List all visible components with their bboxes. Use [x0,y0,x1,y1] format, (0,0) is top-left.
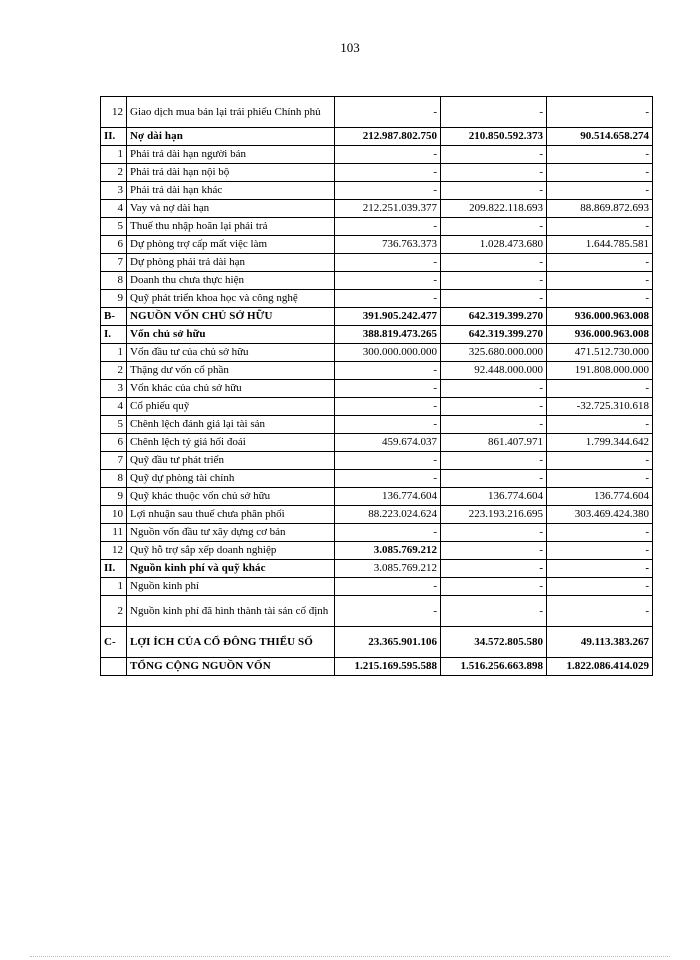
value-col-2: 136.774.604 [441,488,547,506]
row-label: TỔNG CỘNG NGUỒN VỐN [127,658,335,676]
row-label: Thặng dư vốn cổ phần [127,362,335,380]
value-col-3: - [547,272,653,290]
row-label: Chênh lệch tỷ giá hối đoái [127,434,335,452]
value-col-1: 1.215.169.595.588 [335,658,441,676]
value-col-1: - [335,452,441,470]
value-col-2: 209.822.118.693 [441,200,547,218]
page-number: 103 [340,40,360,55]
row-label: Nguồn kinh phí [127,578,335,596]
table-row [101,380,653,398]
value-col-2: 1.516.256.663.898 [441,658,547,676]
value-col-3: - [547,164,653,182]
row-index: 10 [101,506,127,524]
table-row [101,488,653,506]
value-col-3: - [547,524,653,542]
value-col-2: 642.319.399.270 [441,308,547,326]
table-row [101,97,653,128]
row-index: 2 [101,164,127,182]
row-label: Phải trả dài hạn người bán [127,146,335,164]
value-col-3: 1.822.086.414.029 [547,658,653,676]
table-row [101,182,653,200]
row-label: NGUỒN VỐN CHỦ SỞ HỮU [127,308,335,326]
value-col-1: - [335,398,441,416]
value-col-2: - [441,254,547,272]
row-label: Vay và nợ dài hạn [127,200,335,218]
row-index: 4 [101,200,127,218]
row-label: LỢI ÍCH CỦA CỔ ĐÔNG THIỂU SỐ [127,627,335,658]
value-col-3: 136.774.604 [547,488,653,506]
page-bottom-rule [30,956,670,957]
table-row [101,524,653,542]
row-index: 1 [101,578,127,596]
value-col-1: 300.000.000.000 [335,344,441,362]
value-col-3: - [547,416,653,434]
value-col-2: - [441,97,547,128]
value-col-1: 388.819.473.265 [335,326,441,344]
value-col-1: - [335,596,441,627]
value-col-2: - [441,542,547,560]
value-col-1: 3.085.769.212 [335,542,441,560]
value-col-2: 210.850.592.373 [441,128,547,146]
row-label: Doanh thu chưa thực hiện [127,272,335,290]
value-col-1: 136.774.604 [335,488,441,506]
row-label: Nguồn kinh phí đã hình thành tài sản cố định [127,596,335,627]
row-index: 12 [101,97,127,128]
table-row [101,596,653,627]
value-col-3: 936.000.963.008 [547,308,653,326]
row-label: Cổ phiếu quỹ [127,398,335,416]
value-col-3: - [547,470,653,488]
table-row [101,542,653,560]
row-label: Thuế thu nhập hoãn lại phải trả [127,218,335,236]
row-label: Vốn chủ sở hữu [127,326,335,344]
value-col-2: - [441,146,547,164]
row-label: Chênh lệch đánh giá lại tài sản [127,416,335,434]
row-label: Lợi nhuận sau thuế chưa phân phối [127,506,335,524]
row-index: 1 [101,344,127,362]
value-col-3: - [547,578,653,596]
value-col-2: 325.680.000.000 [441,344,547,362]
table-row [101,658,653,676]
row-label: Vốn khác của chủ sở hữu [127,380,335,398]
value-col-2: 1.028.473.680 [441,236,547,254]
value-col-1: 88.223.024.624 [335,506,441,524]
value-col-1: - [335,182,441,200]
value-col-3: - [547,254,653,272]
row-index: I. [101,326,127,344]
value-col-3: - [547,182,653,200]
value-col-3: 303.469.424.380 [547,506,653,524]
value-col-3: 90.514.658.274 [547,128,653,146]
table-row [101,470,653,488]
table-row [101,344,653,362]
value-col-2: - [441,182,547,200]
value-col-2: 92.448.000.000 [441,362,547,380]
row-label: Nguồn kinh phí và quỹ khác [127,560,335,578]
value-col-3: 49.113.383.267 [547,627,653,658]
row-index: 5 [101,416,127,434]
value-col-3: - [547,542,653,560]
row-index: 3 [101,182,127,200]
value-col-3: - [547,218,653,236]
table-row [101,146,653,164]
value-col-2: - [441,560,547,578]
row-index: 3 [101,380,127,398]
value-col-3: 936.000.963.008 [547,326,653,344]
row-label: Dự phòng trợ cấp mất việc làm [127,236,335,254]
row-label: Dự phòng phải trả dài hạn [127,254,335,272]
table-row [101,398,653,416]
value-col-1: 23.365.901.106 [335,627,441,658]
row-index: C- [101,627,127,658]
value-col-3: 471.512.730.000 [547,344,653,362]
value-col-2: - [441,290,547,308]
table-row [101,290,653,308]
value-col-2: - [441,416,547,434]
row-label: Quỹ phát triển khoa học và công nghệ [127,290,335,308]
value-col-1: 391.905.242.477 [335,308,441,326]
value-col-1: - [335,218,441,236]
value-col-3: 88.869.872.693 [547,200,653,218]
value-col-2: 34.572.805.580 [441,627,547,658]
row-label: Quỹ dự phòng tài chính [127,470,335,488]
value-col-3: - [547,452,653,470]
table-body [101,97,653,676]
table-row [101,560,653,578]
row-label: Giao dịch mua bán lại trái phiếu Chính phủ [127,97,335,128]
value-col-2: - [441,380,547,398]
value-col-1: 736.763.373 [335,236,441,254]
value-col-2: 223.193.216.695 [441,506,547,524]
table-row [101,627,653,658]
row-index: 12 [101,542,127,560]
value-col-2: - [441,596,547,627]
value-col-3: - [547,560,653,578]
value-col-2: - [441,452,547,470]
row-label: Vốn đầu tư của chủ sở hữu [127,344,335,362]
table-row [101,128,653,146]
value-col-1: - [335,146,441,164]
value-col-2: - [441,218,547,236]
row-index: 7 [101,254,127,272]
table-row [101,578,653,596]
row-index: 2 [101,596,127,627]
value-col-1: 212.987.802.750 [335,128,441,146]
table-row [101,164,653,182]
value-col-1: - [335,254,441,272]
value-col-1: - [335,97,441,128]
value-col-2: - [441,524,547,542]
value-col-3: - [547,596,653,627]
value-col-1: - [335,416,441,434]
row-index [101,658,127,676]
row-index: 9 [101,488,127,506]
table-row [101,254,653,272]
table-row [101,452,653,470]
value-col-2: - [441,398,547,416]
value-col-2: 861.407.971 [441,434,547,452]
value-col-1: - [335,470,441,488]
balance-sheet-table [100,96,653,676]
table-row [101,272,653,290]
row-label: Phải trả dài hạn nội bộ [127,164,335,182]
row-index: 2 [101,362,127,380]
value-col-2: - [441,272,547,290]
row-index: B- [101,308,127,326]
value-col-3: - [547,290,653,308]
row-index: 7 [101,452,127,470]
table-row [101,362,653,380]
table-row [101,308,653,326]
row-index: II. [101,560,127,578]
row-index: 5 [101,218,127,236]
value-col-1: 459.674.037 [335,434,441,452]
value-col-2: - [441,470,547,488]
value-col-1: 3.085.769.212 [335,560,441,578]
value-col-3: 1.644.785.581 [547,236,653,254]
value-col-3: -32.725.310.618 [547,398,653,416]
value-col-3: 1.799.344.642 [547,434,653,452]
value-col-1: - [335,164,441,182]
row-index: 4 [101,398,127,416]
value-col-3: - [547,380,653,398]
table-row [101,506,653,524]
row-index: 8 [101,272,127,290]
value-col-1: - [335,272,441,290]
row-label: Nợ dài hạn [127,128,335,146]
row-index: 9 [101,290,127,308]
row-index: 8 [101,470,127,488]
table-row [101,434,653,452]
row-index: 11 [101,524,127,542]
table-row [101,416,653,434]
row-index: II. [101,128,127,146]
value-col-1: - [335,362,441,380]
row-index: 6 [101,434,127,452]
value-col-3: 191.808.000.000 [547,362,653,380]
value-col-3: - [547,97,653,128]
row-label: Quỹ hỗ trợ sắp xếp doanh nghiệp [127,542,335,560]
value-col-1: - [335,578,441,596]
table-row [101,218,653,236]
row-label: Quỹ khác thuộc vốn chủ sở hữu [127,488,335,506]
row-label: Quỹ đầu tư phát triển [127,452,335,470]
row-index: 1 [101,146,127,164]
row-index: 6 [101,236,127,254]
value-col-2: - [441,164,547,182]
table-row [101,236,653,254]
value-col-2: - [441,578,547,596]
table-row [101,326,653,344]
row-label: Phải trả dài hạn khác [127,182,335,200]
row-label: Nguồn vốn đầu tư xây dựng cơ bản [127,524,335,542]
value-col-1: - [335,380,441,398]
value-col-1: - [335,524,441,542]
value-col-3: - [547,146,653,164]
value-col-1: - [335,290,441,308]
value-col-1: 212.251.039.377 [335,200,441,218]
value-col-2: 642.319.399.270 [441,326,547,344]
table-row [101,200,653,218]
